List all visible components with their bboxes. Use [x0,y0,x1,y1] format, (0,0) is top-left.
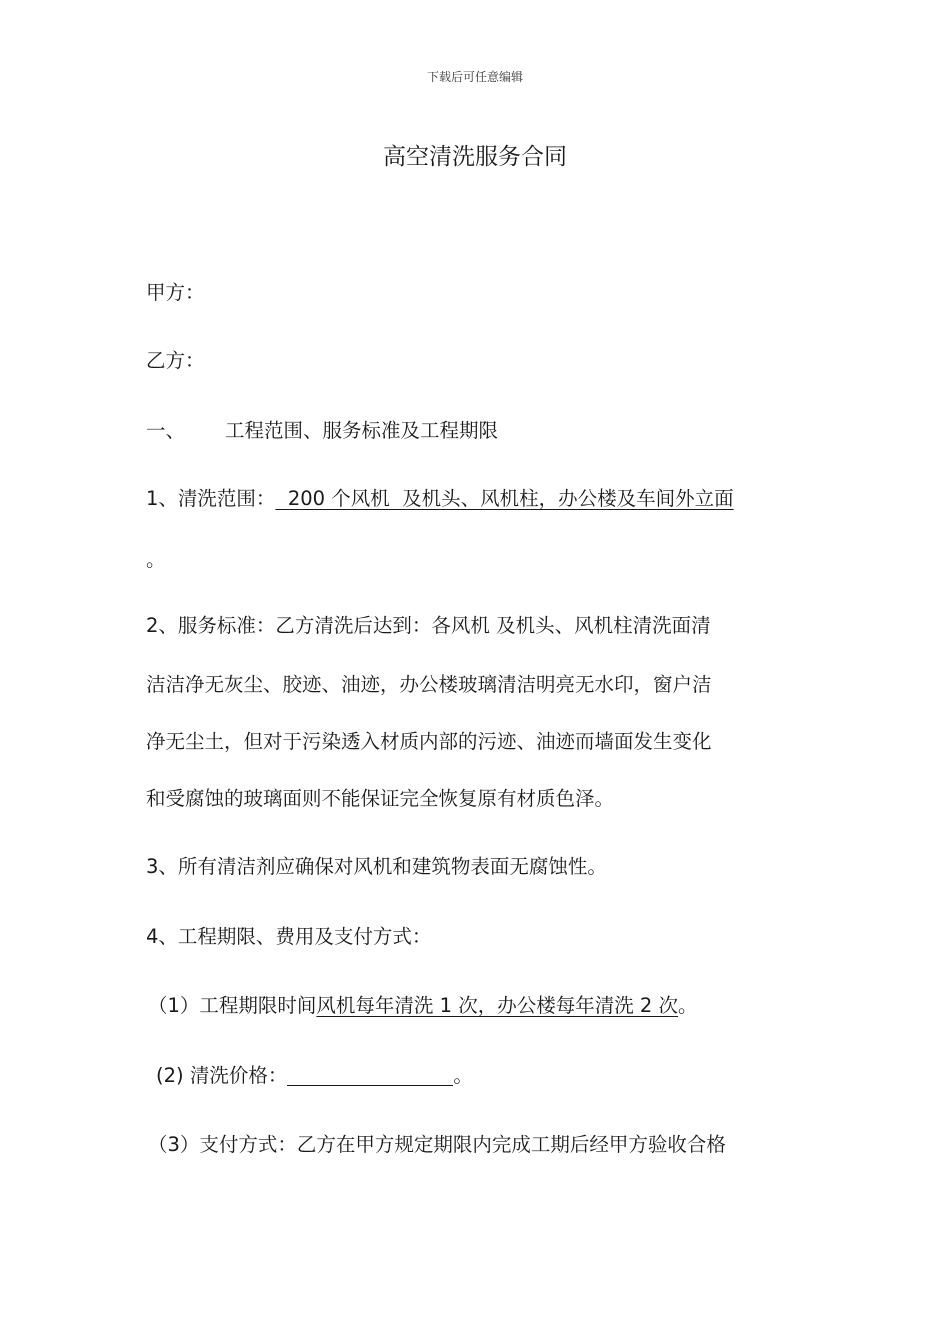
item-4-sub-1-value: 风机每年清洗 1 次，办公楼每年清洗 2 次 [316,994,679,1017]
item-3-text: 3、所有清洁剂应确保对风机和建筑物表面无腐蚀性。 [146,855,607,878]
item-4-sub-2-label: (2) 清洗价格： [156,1064,288,1087]
item-2-line-2: 洁洁净无灰尘、胶迹、油迹，办公楼玻璃清洁明亮无水印，窗户洁 [146,673,712,696]
party-a-line: 甲方： [146,281,205,304]
document-title: 高空清洗服务合同 [383,144,567,170]
item-4-sub-3: （3）支付方式：乙方在甲方规定期限内完成工期后经甲方验收合格 [148,1133,726,1156]
item-4-sub-1-label: （1）工程期限时间 [148,994,317,1017]
item-4-sub-2-end: 。 [453,1064,473,1087]
section-1-heading [146,416,816,446]
section-1-number: 一、 [146,419,186,442]
item-1-scope [146,484,816,514]
item-2-line-3: 净无尘土，但对于污染透入材质内部的污迹、油迹而墙面发生变化 [146,730,712,753]
item-4-sub-1 [148,991,818,1021]
party-b-line: 乙方： [146,349,205,372]
item-4-sub-1-end: 。 [678,994,698,1017]
section-1-title: 工程范围、服务标准及工程期限 [225,419,499,442]
item-1-end: 。 [146,548,166,571]
item-1-value: 200 个风机 及机头、风机柱，办公楼及车间外立面 [275,487,734,510]
item-4-sub-2 [156,1061,826,1091]
item-2-line-1: 2、服务标准：乙方清洗后达到：各风机 及机头、风机柱清洗面清 [146,614,711,637]
item-1-label: 1、清洗范围： [146,487,276,510]
price-blank-field [287,1063,453,1086]
item-4-text: 4、工程期限、费用及支付方式： [146,925,432,948]
item-2-line-4: 和受腐蚀的玻璃面则不能保证完全恢复原有材质色泽。 [146,787,615,810]
header-note: 下载后可任意编辑 [426,70,523,84]
